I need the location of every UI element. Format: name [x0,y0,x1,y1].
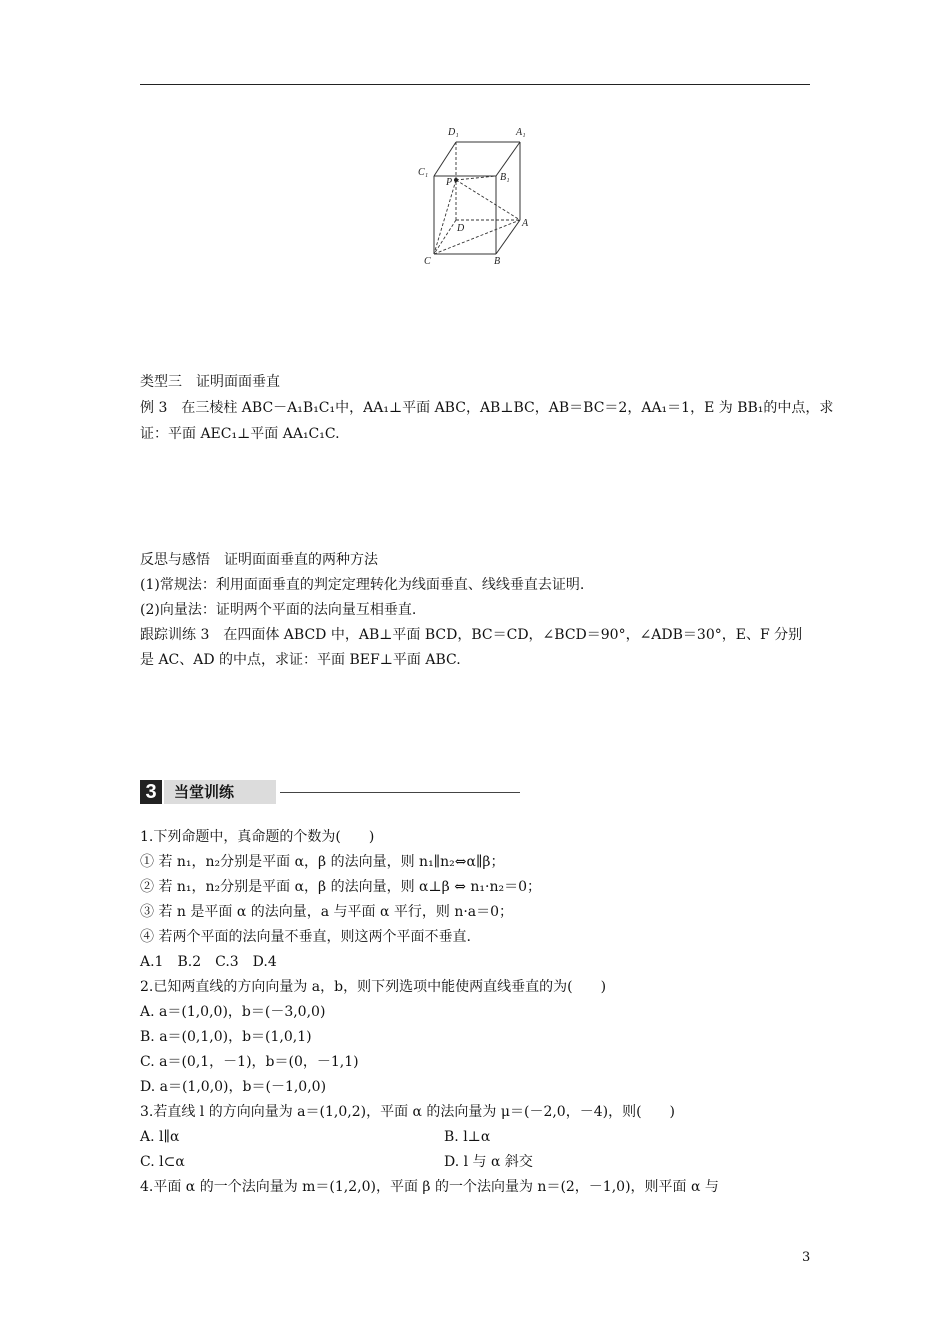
q2-option-b: B. a＝(0,1,0)，b＝(1,0,1) [140,1029,312,1045]
q1-stem: 1.下列命题中，真命题的个数为( ) [140,829,375,845]
cube-diagram [410,118,545,273]
track3-line1: 跟踪训练 3 在四面体 ABCD 中，AB⊥平面 BCD，BC＝CD，∠BCD＝90°，∠ADB＝30°，E、F 分别 [140,627,803,643]
cube-figure [410,118,545,273]
label-a: A [522,218,529,229]
q3-option-b: B. l⊥α [444,1129,491,1145]
label-d: D [457,223,465,234]
q3-option-c: C. l⊂α [140,1154,185,1170]
page-number: 3 [802,1250,811,1265]
q4-stem: 4.平面 α 的一个法向量为 m＝(1,2,0)，平面 β 的一个法向量为 n＝(2，－1,0)，则平面 α 与 [140,1179,719,1195]
q2-option-a: A. a＝(1,0,0)，b＝(－3,0,0) [140,1004,326,1020]
section-rule [280,792,520,793]
q2-option-d: D. a＝(1,0,0)，b＝(－1,0,0) [140,1079,327,1095]
label-a1: A₁ [516,127,526,138]
label-b1: B₁ [500,172,510,183]
q2-option-c: C. a＝(0,1，－1)，b＝(0，－1,1) [140,1054,359,1070]
type3-heading: 类型三 证明面面垂直 [140,374,280,390]
reflection-heading: 反思与感悟 证明面面垂直的两种方法 [140,552,378,568]
section-banner [140,780,520,804]
q1-statement-4: ④ 若两个平面的法向量不垂直，则这两个平面不垂直. [140,929,471,945]
track3-line2: 是 AC、AD 的中点，求证：平面 BEF⊥平面 ABC. [140,652,461,668]
q1-statement-1: ① 若 n₁，n₂分别是平面 α，β 的法向量，则 n₁∥n₂⇔α∥β； [140,854,505,870]
label-c1: C₁ [418,167,429,178]
example3-line2: 证：平面 AEC₁⊥平面 AA₁C₁C. [140,426,340,442]
method-1: (1)常规法：利用面面垂直的判定定理转化为线面垂直、线线垂直去证明. [140,577,585,593]
q1-statement-3: ③ 若 n 是平面 α 的法向量，a 与平面 α 平行，则 n·a＝0； [140,904,514,920]
q3-option-d: D. l 与 α 斜交 [444,1154,533,1170]
label-d1: D₁ [448,127,459,138]
section-title: 当堂训练 [164,780,276,804]
q1-options: A.1 B.2 C.3 D.4 [140,954,277,970]
label-c: C [424,256,431,267]
example3-line1: 例 3 在三棱柱 ABC－A₁B₁C₁中，AA₁⊥平面 ABC，AB⊥BC，AB＝BC＝2，AA₁＝1，E 为 BB₁的中点，求 [140,400,834,416]
header-rule [140,84,810,85]
label-p: P [446,177,453,188]
q3-stem: 3.若直线 l 的方向向量为 a＝(1,0,2)，平面 α 的法向量为 μ＝(－2,0，－4)，则( ) [140,1104,675,1120]
label-b: B [494,256,501,267]
section-number: 3 [140,780,162,804]
q1-statement-2: ② 若 n₁，n₂分别是平面 α，β 的法向量，则 α⊥β ⇔ n₁·n₂＝0； [140,879,542,895]
method-2: (2)向量法：证明两个平面的法向量互相垂直. [140,602,417,618]
q2-stem: 2.已知两直线的方向向量为 a，b，则下列选项中能使两直线垂直的为( ) [140,979,607,995]
q3-option-a: A. l∥α [140,1129,180,1145]
